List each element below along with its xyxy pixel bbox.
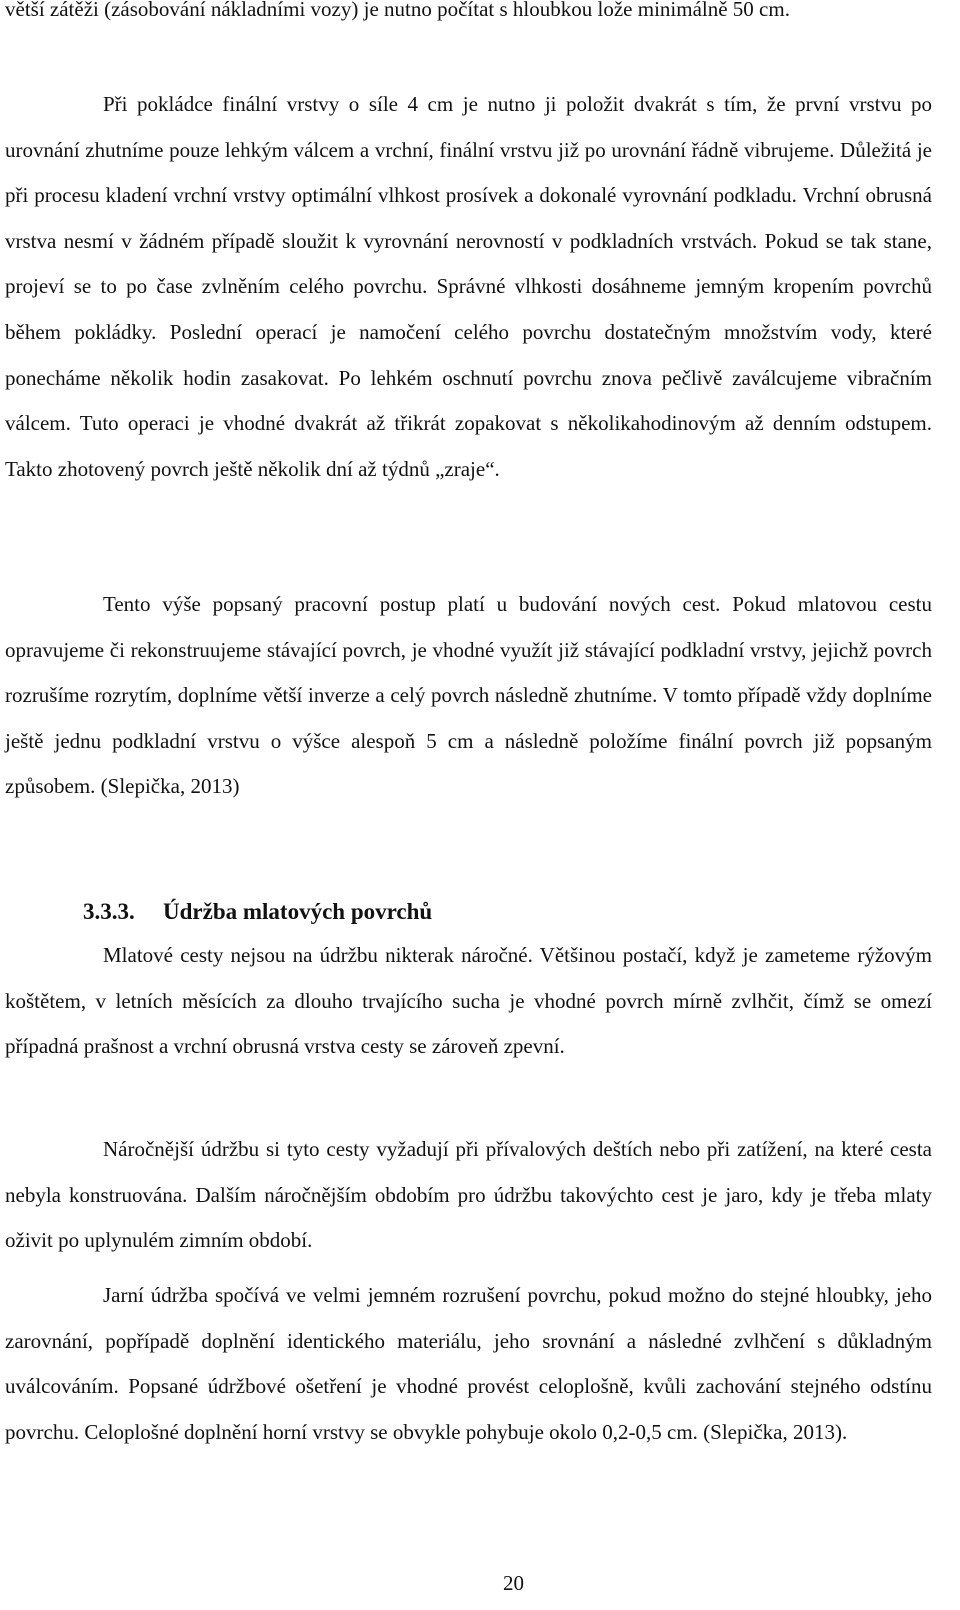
section-number: 3.3.3. (83, 899, 135, 924)
paragraph-final-layer: Při pokládce finální vrstvy o síle 4 cm je nutno ji položit dvakrát s tím, že první vrstvu po urovnání zhutníme pouze lehkým válcem a vrchní, finální vrstvu již po urovnání řádně vibrujeme. Důležitá je při procesu kladení vrchní vrstvy optimální vlhkost prosívek a dokonalé vyrovnání podkladu. Vrchní obrusná vrstva nesmí v žádném případě sloužit k vyrovnání nerovností v podkladních vrstvách. Pokud se tak stane, projeví se to po čase zvlněním celého povrchu. Správné vlhkosti dosáhneme jemným kropením povrchů během pokládky. Poslední operací je namočení celého povrchu dostatečným množstvím vody, které ponecháme několik hodin zasakovat. Po lehkém oschnutí povrchu znova pečlivě zaválcujeme vibračním válcem. Tuto operaci je vhodné dvakrát až třikrát zopakovat s několikahodinovým až denním odstupem. Takto zhotovený povrch ještě několik dní až týdnů „zraje“. (5, 92, 932, 481)
paragraph-loze-depth: větší zátěži (zásobování nákladními vozy) je nutno počítat s hloubkou lože minimálně 50 cm. (5, 0, 790, 21)
page-number: 20 (503, 1571, 524, 1595)
section-heading (83, 890, 432, 934)
paragraph-maintenance-basic: Mlatové cesty nejsou na údržbu nikterak náročné. Většinou postačí, když je zameteme rýžovým koštětem, v letních měsících za dlouho trvajícího sucha je vhodné povrch mírně zvlhčit, čímž se omezí případná prašnost a vrchní obrusná vrstva cesty se zároveň zpevní. (5, 943, 932, 1059)
paragraph-spring-maintenance: Jarní údržba spočívá ve velmi jemném rozrušení povrchu, pokud možno do stejné hloubky, jeho zarovnání, popřípadě doplnění identického materiálu, jeho srovnání a následné zvlhčení s důkladným uválcováním. Popsané údržbové ošetření je vhodné provést celoplošně, kvůli zachování stejného odstínu povrchu. Celoplošné doplnění horní vrstvy se obvykle pohybuje okolo 0,2-0,5 cm. (Slepička, 2013). (5, 1283, 932, 1444)
paragraph-reconstruction: Tento výše popsaný pracovní postup platí u budování nových cest. Pokud mlatovou cestu opravujeme či rekonstruujeme stávající povrch, je vhodné využít již stávající podkladní vrstvy, jejichž povrch rozrušíme rozrytím, doplníme větší inverze a celý povrch následně zhutníme. V tomto případě vždy doplníme ještě jednu podkladní vrstvu o výšce alespoň 5 cm a následně položíme finální povrch již popsaným způsobem. (Slepička, 2013) (5, 592, 932, 799)
document-page (5, 0, 932, 1610)
section-title: Údržba mlatových povrchů (163, 899, 433, 924)
paragraph-maintenance-demanding: Náročnější údržbu si tyto cesty vyžadují při přívalových deštích nebo při zatížení, na které cesta nebyla konstruována. Dalším náročnějším obdobím pro údržbu takovýchto cest je jaro, kdy je třeba mlaty oživit po uplynulém zimním období. (5, 1137, 932, 1253)
